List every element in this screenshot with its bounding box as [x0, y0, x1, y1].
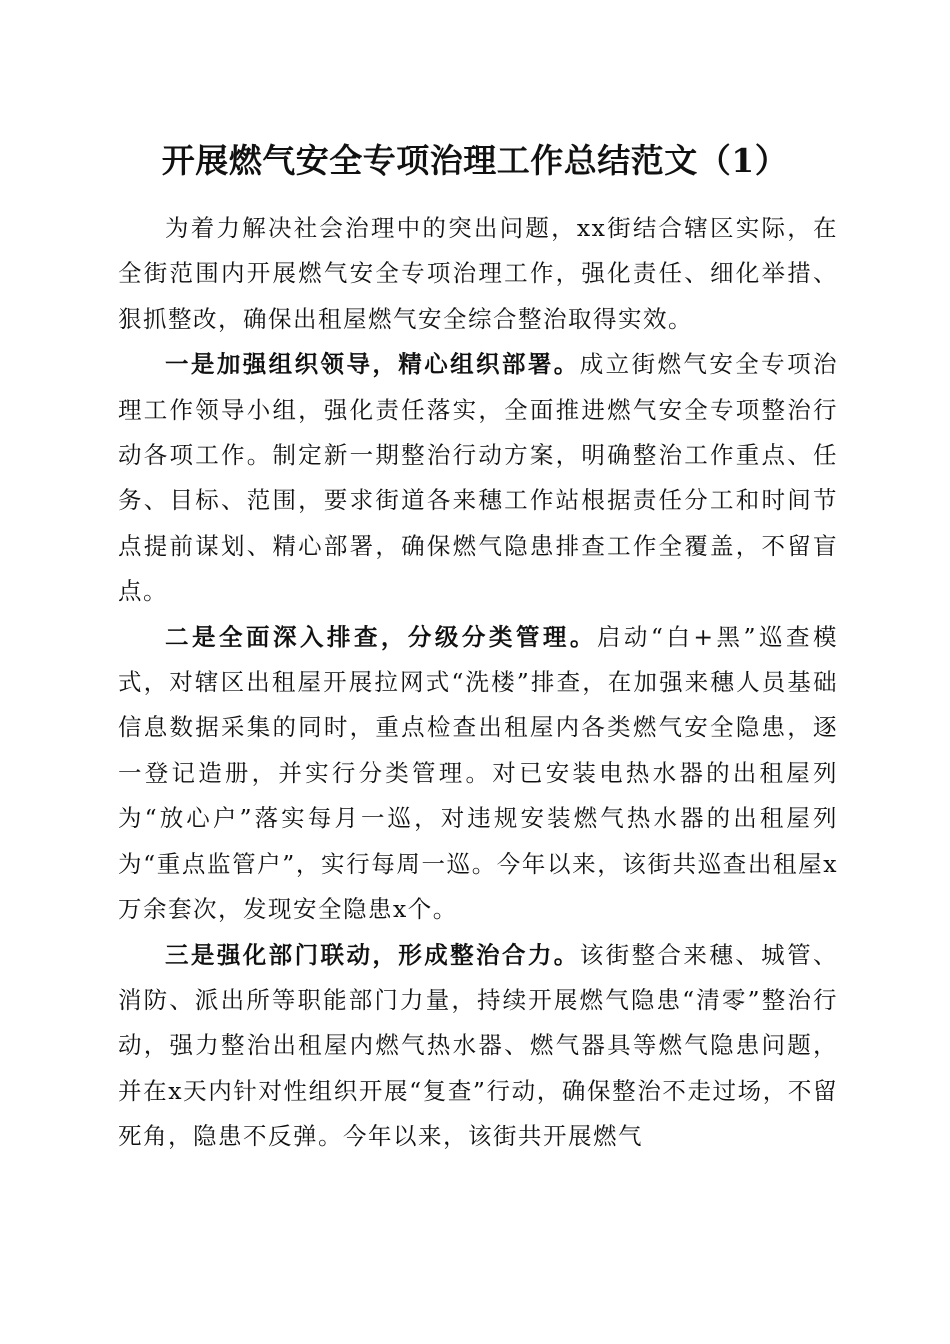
- paragraph-text: 该街整合来穗、城管、消防、派出所等职能部门力量，持续开展燃气隐患“清零”整治行动，强力整治出租屋内燃气热水器、燃气器具等燃气隐患问题，并在x天内针对性组织开展“复查”行动，确保整治不走过场，不留死角，隐患不反弹。今年以来，该街共开展燃气: [118, 940, 839, 1151]
- paragraph-text: 成立街燃气安全专项治理工作领导小组，强化责任落实，全面推进燃气安全专项整治行动各项工作。制定新一期整治行动方案，明确整治工作重点、任务、目标、范围，要求街道各来穗工作站根据责任分工和时间节点提前谋划、精心部署，确保燃气隐患排查工作全覆盖，不留盲点。: [118, 350, 839, 606]
- paragraph-text: 为着力解决社会治理中的突出问题，xx街结合辖区实际，在全街范围内开展燃气安全专项治理工作，强化责任、细化举措、狠抓整改，确保出租屋燃气安全综合整治取得实效。: [118, 214, 838, 333]
- paragraph-lead: 二是全面深入排查，分级分类管理。: [165, 622, 597, 651]
- paragraph-3: [118, 933, 838, 1160]
- document-body: [118, 206, 838, 1160]
- paragraph-2: [118, 615, 838, 933]
- paragraph-lead: 一是加强组织领导，精心组织部署。: [165, 350, 580, 379]
- paragraph-text: 启动“白+黑”巡查模式，对辖区出租屋开展拉网式“洗楼”排查，在加强来穗人员基础信息数据采集的同时，重点检查出租屋内各类燃气安全隐患，逐一登记造册，并实行分类管理。对已安装电热水器的出租屋列为“放心户”落实每月一巡，对违规安装燃气热水器的出租屋列为“重点监管户”，实行每周一巡。今年以来，该街共巡查出租屋x万余套次，发现安全隐患x个。: [118, 622, 838, 924]
- document-title: 开展燃气安全专项治理工作总结范文（1）: [161, 141, 789, 180]
- paragraph-1: [118, 342, 838, 614]
- paragraph-intro: [118, 206, 838, 342]
- paragraph-lead: 三是强化部门联动，形成整治合力。: [165, 940, 580, 969]
